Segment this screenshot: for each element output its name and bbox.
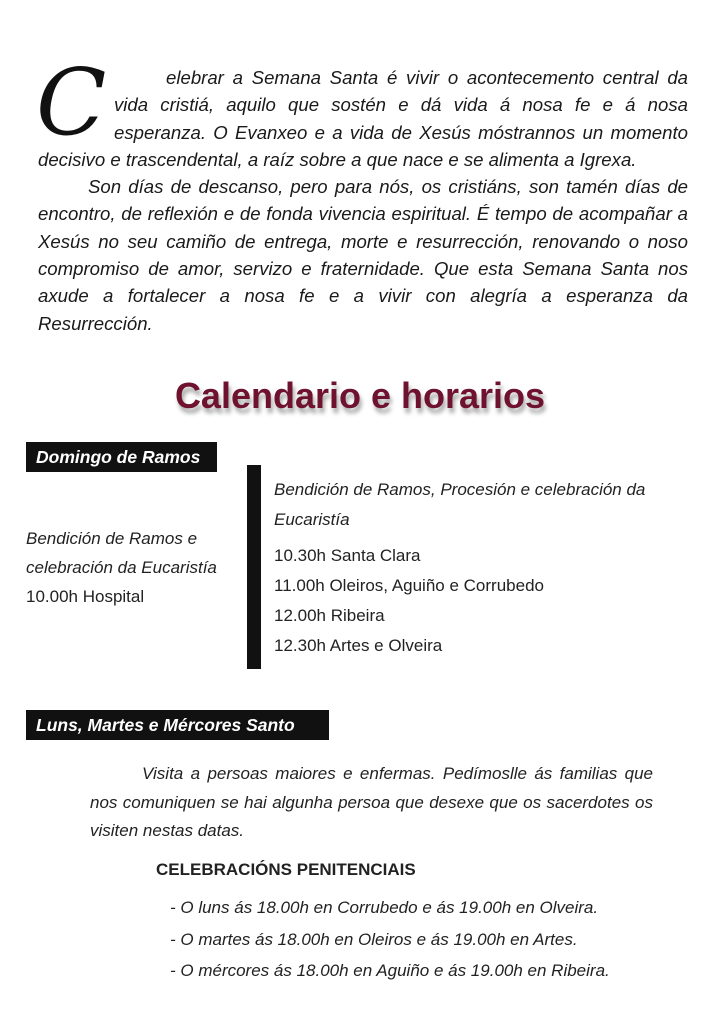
domingo-title-bar: Domingo de Ramos	[26, 442, 217, 472]
schedule-row: 10.30h Santa Clara	[274, 546, 421, 565]
domingo-right-column	[274, 475, 694, 661]
celebracions-list	[170, 892, 690, 987]
drop-cap: C	[36, 49, 107, 156]
visita-paragraph	[90, 760, 653, 846]
schedule-row: 12.00h Ribeira	[274, 606, 385, 625]
domingo-left-line-2: celebración da Eucaristía	[26, 558, 217, 577]
intro-paragraph-1-text: elebrar a Semana Santa é vivir o acontecemento central da vida cristiá, aquilo que sostén e dá vida á nosa fe e á nosa esperanza. O Evanxeo e a vida de Xesús móstrannos un momento decisivo e trascendental, a raíz sobre a que nace e se alimenta a Igrexa.	[38, 67, 688, 170]
list-item: - O martes ás 18.00h en Oleiros e ás 19.00h en Artes.	[170, 929, 578, 949]
vertical-divider	[247, 465, 261, 669]
schedule-row: 12.30h Artes e Olveira	[274, 636, 443, 655]
domingo-left-line-1: Bendición de Ramos e	[26, 529, 198, 548]
celebracions-title: CELEBRACIÓNS PENITENCIAIS	[156, 860, 416, 879]
domingo-left-time: 10.00h Hospital	[26, 587, 145, 606]
domingo-left-column	[26, 524, 246, 611]
domingo-right-description: Bendición de Ramos, Procesión e celebración da Eucaristía	[274, 480, 646, 529]
schedule-row: 11.00h Oleiros, Aguiño e Corrubedo	[274, 576, 544, 595]
list-item: - O luns ás 18.00h en Corrubedo e ás 19.00h en Olveira.	[170, 898, 599, 917]
intro-paragraph-1	[36, 49, 688, 173]
section-heading: Calendario e horarios	[174, 375, 546, 416]
intro-text	[36, 49, 688, 337]
semana-title-bar: Luns, Martes e Mércores Santo	[26, 710, 329, 740]
visita-text: Visita a persoas maiores e enfermas. Pedímoslle ás familias que nos comuniquen se hai algunha persoa que desexe que os sacerdotes os visiten nestas datas.	[90, 764, 653, 840]
list-item: - O mércores ás 18.00h en Aguiño e ás 19.00h en Ribeira.	[170, 961, 610, 980]
intro-paragraph-2: Son días de descanso, pero para nós, os cristiáns, son tamén días de encontro, de reflexión e de fonda vivencia espiritual. É tempo de acompañar a Xesús no seu camiño de entrega, morte e resurrección, renovando o noso compromiso de amor, servizo e fraternidade. Que esta Semana Santa nos axude a fortalecer a nosa fe e a vivir con alegría a esperanza da Resurrección.	[38, 176, 688, 334]
